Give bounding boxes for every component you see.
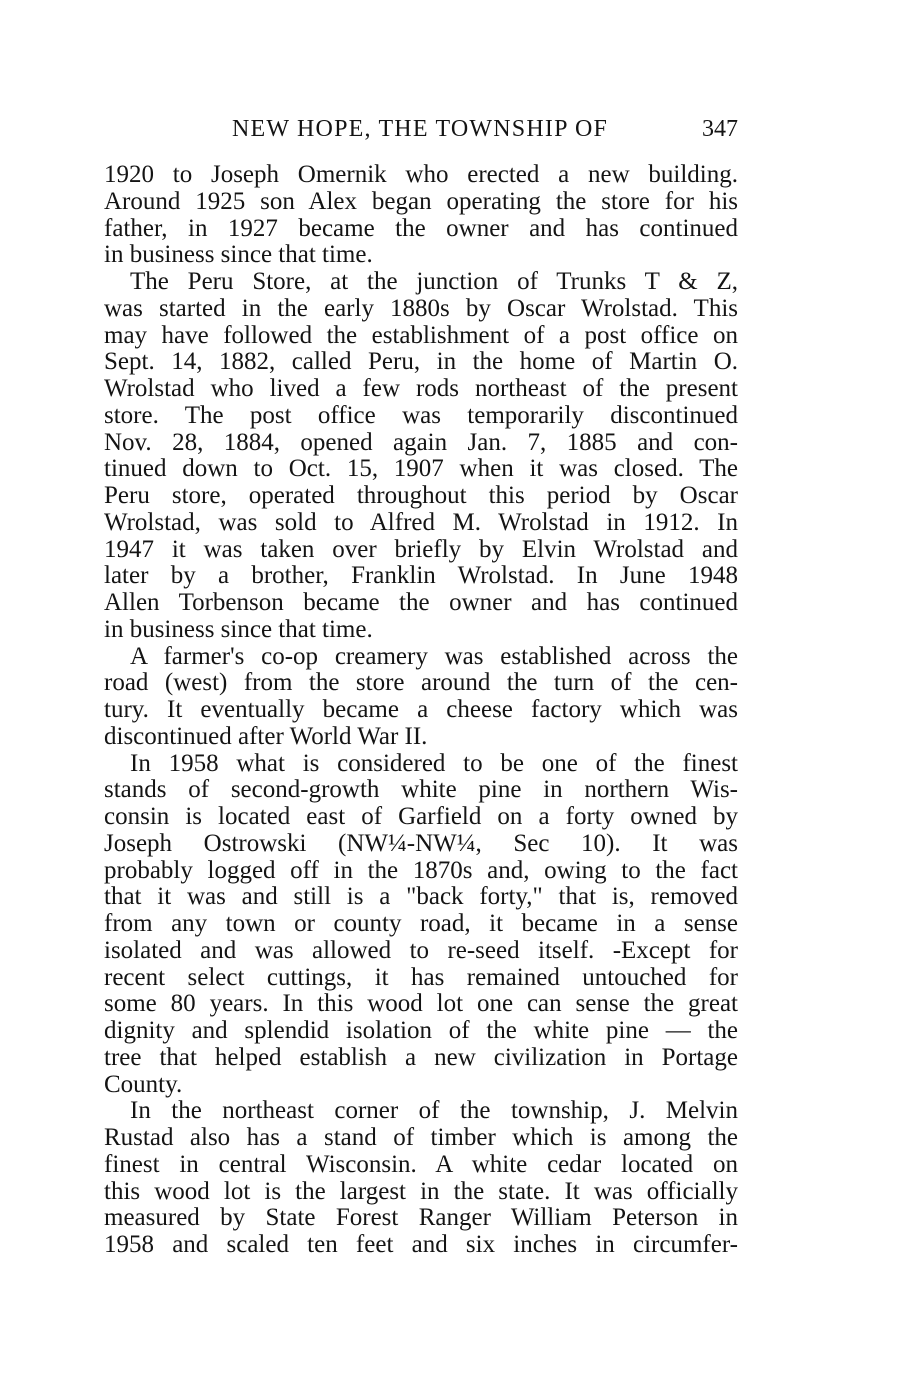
text-line: 1947 it was taken over briefly by Elvin Wrolstad and bbox=[104, 536, 738, 563]
text-line: County. bbox=[104, 1071, 183, 1098]
text-line: may have followed the establishment of a post office on bbox=[104, 322, 738, 349]
text-line: store. The post office was temporarily discontinued bbox=[104, 402, 738, 429]
running-title: NEW HOPE, THE TOWNSHIP OF bbox=[232, 116, 609, 142]
text-line: probably logged off in the 1870s and, owing to the fact bbox=[104, 857, 738, 884]
text-line: some 80 years. In this wood lot one can sense the great bbox=[104, 991, 738, 1018]
text-line: Rustad also has a stand of timber which is among the bbox=[104, 1125, 738, 1151]
text-line: from any town or county road, it became in a sense bbox=[104, 911, 738, 937]
text-line: stands of second-growth white pine in northern Wis- bbox=[104, 777, 738, 804]
text-line: isolated and was allowed to re-seed itself. -Except for bbox=[104, 937, 738, 964]
text-line: The Peru Store, at the junction of Trunks T & Z, bbox=[130, 269, 738, 295]
text-line: In the northeast corner of the township, J. Melvin bbox=[130, 1098, 738, 1125]
page-number: 347 bbox=[702, 116, 738, 142]
text-line: Around 1925 son Alex began operating the store for his bbox=[104, 188, 738, 215]
text-line: Nov. 28, 1884, opened again Jan. 7, 1885 and con- bbox=[104, 429, 738, 456]
text-line: discontinued after World War II. bbox=[104, 723, 428, 750]
text-line: Wrolstad, was sold to Alfred M. Wrolstad in 1912. In bbox=[104, 509, 738, 536]
body-text bbox=[104, 162, 738, 1259]
text-line: 1920 to Joseph Omernik who erected a new building. bbox=[104, 162, 738, 188]
paragraph-rustad-timber bbox=[104, 1098, 738, 1259]
text-line: tree that helped establish a new civilization in Portage bbox=[104, 1044, 738, 1071]
text-line: later by a brother, Franklin Wrolstad. In June 1948 bbox=[104, 563, 738, 590]
text-line: tinued down to Oct. 15, 1907 when it was closed. The bbox=[104, 456, 738, 483]
text-line: was started in the early 1880s by Oscar Wrolstad. This bbox=[104, 295, 738, 322]
text-line: father, in 1927 became the owner and has continued bbox=[104, 215, 738, 242]
text-line: A farmer's co-op creamery was established across the bbox=[130, 643, 738, 670]
text-line: Wrolstad who lived a few rods northeast of the present bbox=[104, 376, 738, 402]
text-line: in business since that time. bbox=[104, 242, 373, 269]
text-line: In 1958 what is considered to be one of the finest bbox=[130, 750, 738, 777]
paragraph-peru-store bbox=[104, 269, 738, 644]
text-line: in business since that time. bbox=[104, 616, 373, 643]
text-line: consin is located east of Garfield on a forty owned by bbox=[104, 804, 738, 830]
text-line: dignity and splendid isolation of the white pine — the bbox=[104, 1018, 738, 1044]
paragraph-creamery bbox=[104, 644, 738, 751]
text-line: measured by State Forest Ranger William Peterson in bbox=[104, 1205, 738, 1232]
running-head bbox=[104, 112, 738, 146]
text-line: Joseph Ostrowski (NW¼-NW¼, Sec 10). It was bbox=[104, 830, 738, 857]
text-line: Allen Torbenson became the owner and has continued bbox=[104, 590, 738, 616]
text-line: that it was and still is a "back forty," that is, removed bbox=[104, 884, 738, 911]
text-line: recent select cuttings, it has remained untouched for bbox=[104, 964, 738, 991]
text-line: this wood lot is the largest in the state. It was officially bbox=[104, 1178, 738, 1205]
text-line: Sept. 14, 1882, called Peru, in the home of Martin O. bbox=[104, 349, 738, 376]
text-line: tury. It eventually became a cheese factory which was bbox=[104, 697, 738, 723]
text-line: road (west) from the store around the turn of the cen- bbox=[104, 670, 738, 697]
text-line: Peru store, operated throughout this period by Oscar bbox=[104, 483, 738, 509]
paragraph-omernik-store bbox=[104, 162, 738, 269]
text-line: finest in central Wisconsin. A white cedar located on bbox=[104, 1151, 738, 1178]
paragraph-white-pine bbox=[104, 751, 738, 1099]
text-line: 1958 and scaled ten feet and six inches in circumfer- bbox=[104, 1232, 738, 1258]
